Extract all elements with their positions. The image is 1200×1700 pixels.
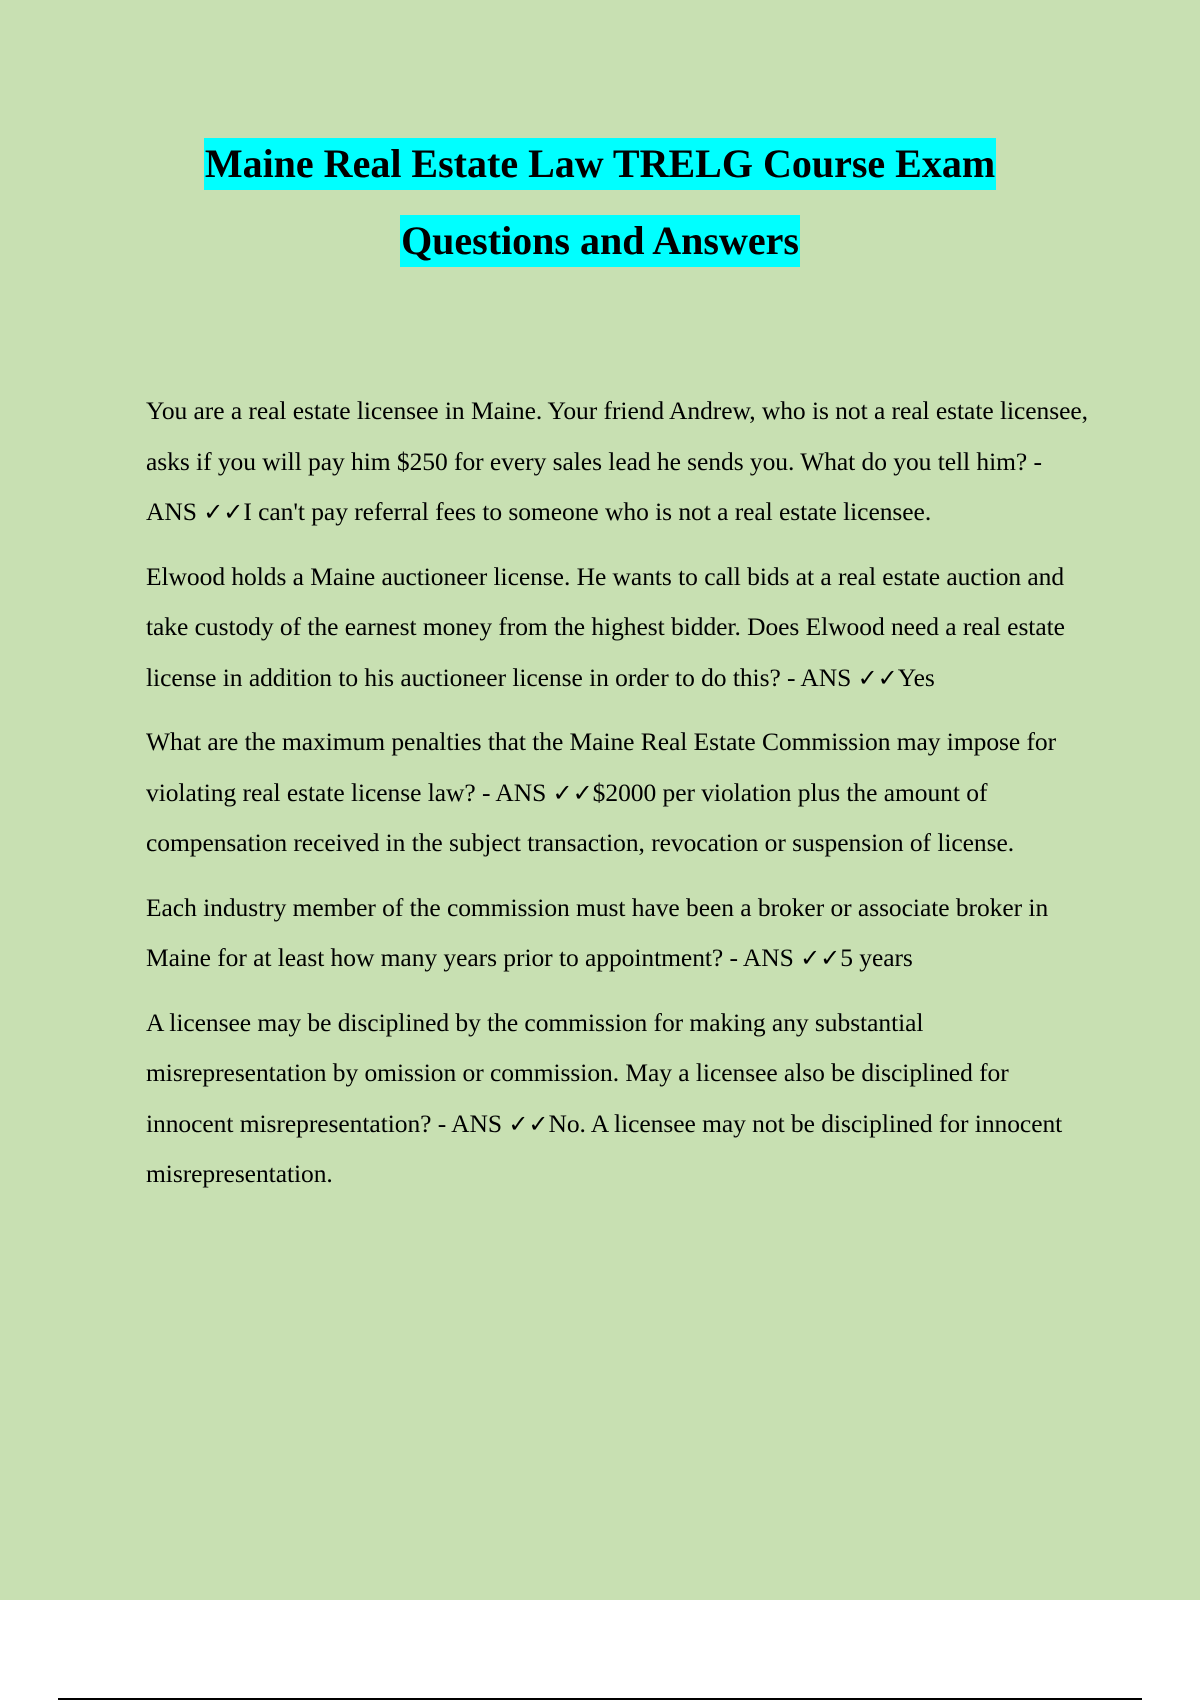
question-text: You are a real estate licensee in Maine. Your friend Andrew, who is not a real estate licensee, asks if you will pay him $250 for every sales lead he sends you. What do you tell him? - <box>146 396 1088 476</box>
answer-marker: ANS <box>146 497 197 526</box>
answer-text: Yes <box>897 662 935 692</box>
question-text: What are the maximum penalties that the Maine Real Estate Commission may impose for violating real estate license law? - <box>146 727 1057 807</box>
answer-text: $2000 per violation plus the amount of compensation received in the subject transaction, revocation or suspension of license. <box>146 777 1015 857</box>
double-check-icon: ✓✓ <box>508 1109 549 1138</box>
qa-item <box>146 883 1096 984</box>
double-check-icon: ✓✓ <box>857 663 898 692</box>
document-title <box>0 138 1200 292</box>
question-text: Each industry member of the commission must have been a broker or associate broker in Maine for at least how many years prior to appointment? - <box>146 892 1049 972</box>
question-text: A licensee may be disciplined by the commission for making any substantial misrepresentation by omission or commission. May a licensee also be disciplined for innocent misrepresentation? - <box>146 1007 1009 1138</box>
answer-text: No. A licensee may not be disciplined for innocent misrepresentation. <box>146 1108 1063 1188</box>
qa-item <box>146 998 1096 1200</box>
answer-text: 5 years <box>840 943 913 972</box>
question-text: Elwood holds a Maine auctioneer license. He wants to call bids at a real estate auction and take custody of the earnest money from the highest bidder. Does Elwood need a real estate license in addition to his auctioneer license in order to do this? - <box>146 561 1065 692</box>
title-line-2: Questions and Answers <box>400 215 800 267</box>
double-check-icon: ✓✓ <box>552 778 593 807</box>
qa-item <box>146 386 1096 538</box>
double-check-icon: ✓✓ <box>203 498 244 526</box>
qa-item <box>146 717 1096 869</box>
answer-text: I can't pay referral fees to someone who is not a real estate licensee. <box>243 497 932 526</box>
qa-list <box>146 386 1096 1214</box>
answer-marker: ANS <box>742 943 794 972</box>
answer-marker: ANS <box>800 662 852 692</box>
double-check-icon: ✓✓ <box>800 944 841 972</box>
answer-marker: ANS <box>495 777 547 807</box>
title-line-1: Maine Real Estate Law TRELG Course Exam <box>204 138 996 190</box>
answer-marker: ANS <box>451 1108 502 1138</box>
qa-item <box>146 552 1096 704</box>
